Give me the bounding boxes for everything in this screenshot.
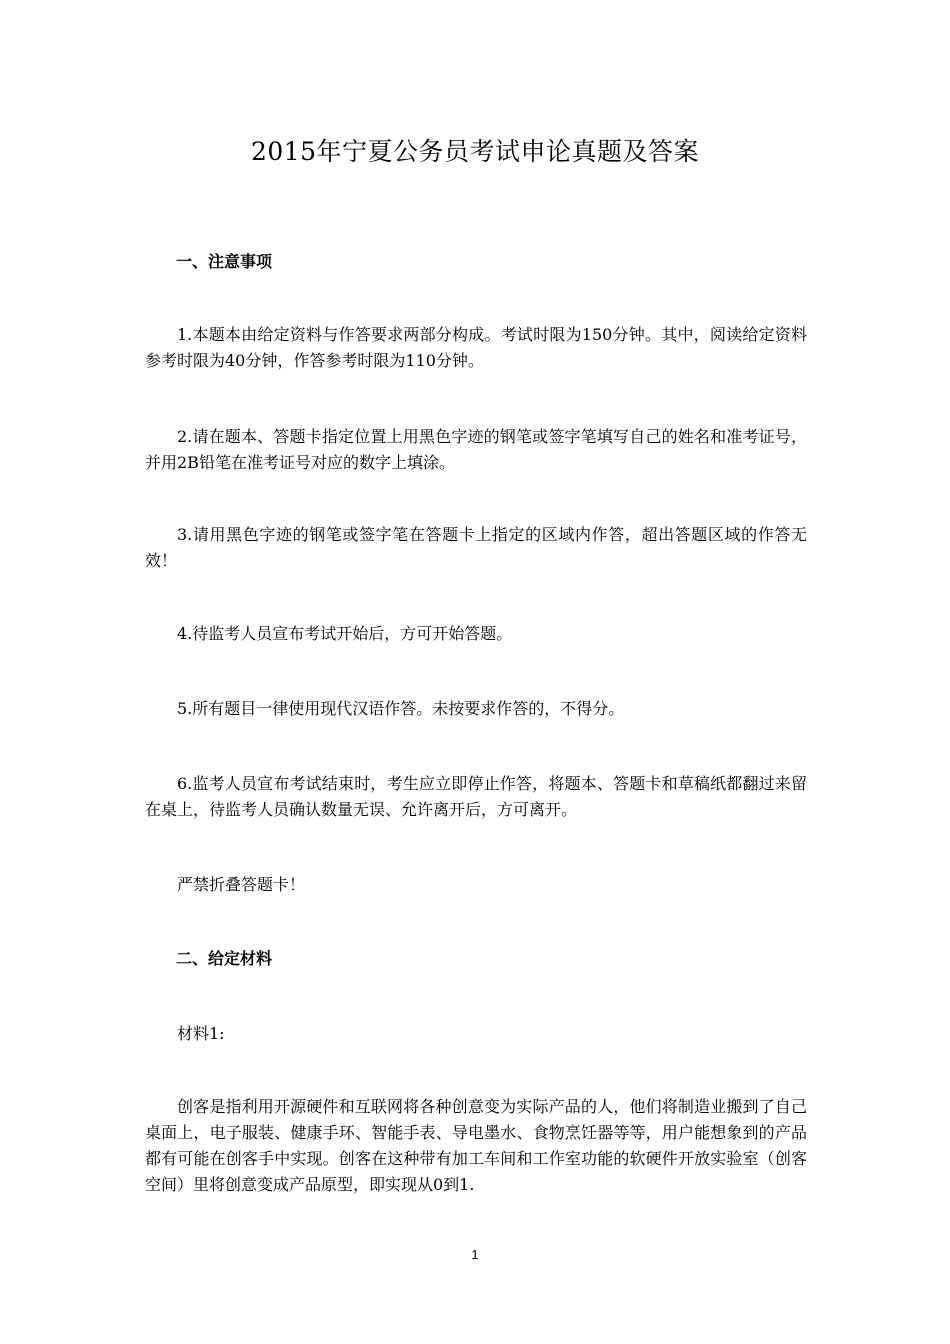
warning-text: 严禁折叠答题卡！: [177, 875, 306, 894]
page-number: 1: [471, 1247, 479, 1262]
notice-item-3: 3.请用黑色字迹的钢笔或签字笔在答题卡上指定的区域内作答，超出答题区域的作答无效！: [145, 525, 807, 570]
document-title: 2015年宁夏公务员考试申论真题及答案: [250, 137, 700, 166]
notice-item-5: 5.所有题目一律使用现代汉语作答。未按要求作答的，不得分。: [177, 699, 625, 718]
section-heading-notice: 一、注意事项: [176, 252, 273, 271]
notice-item-1: 1.本题本由给定资料与作答要求两部分构成。考试时限为150分钟。其中，阅读给定资料参考时限为40分钟，作答参考时限为110分钟。: [145, 325, 807, 370]
section-heading-materials: 二、给定材料: [176, 949, 273, 968]
material-label: 材料1:: [177, 1024, 225, 1043]
material-paragraph: 创客是指利用开源硬件和互联网将各种创意变为实际产品的人，他们将制造业搬到了自己桌面上，电子服装、健康手环、智能手表、导电墨水、食物烹饪器等等，用户能想象到的产品都有可能在创客手中实现。创客在这种带有加工车间和工作室功能的软硬件开放实验室（创客空间）里将创意变成产品原型，即实现从0到1.: [145, 1097, 807, 1194]
notice-item-2: 2.请在题本、答题卡指定位置上用黑色字迹的钢笔或签字笔填写自己的姓名和准考证号，并用2B铅笔在准考证号对应的数字上填涂。: [145, 427, 807, 472]
notice-item-6: 6.监考人员宣布考试结束时，考生应立即停止作答，将题本、答题卡和草稿纸都翻过来留在桌上，待监考人员确认数量无误、允许离开后，方可离开。: [145, 774, 807, 819]
notice-item-4: 4.待监考人员宣布考试开始后，方可开始答题。: [177, 624, 513, 643]
